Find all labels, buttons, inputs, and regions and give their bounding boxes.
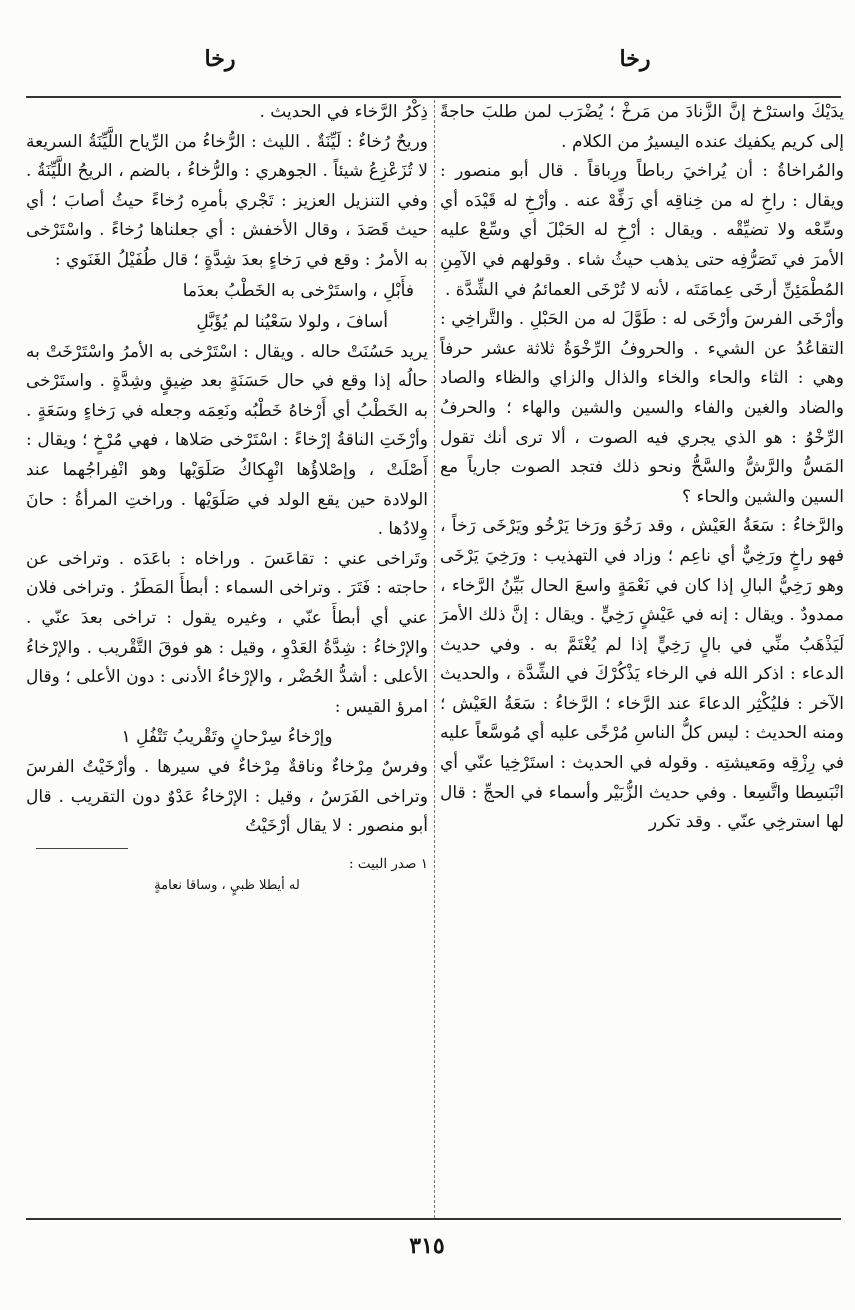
right-paragraph: والرَّخاءُ : سَعَةُ العَيْش ، وقد رَخُوَ ورَخا يَرْخُو ويَرْخَى رَخاً ، فهو راخٍ ورَخِيٌّ أي ناعِم ؛ وزاد في التهذيب : ورَخِيَ يَرْخَى وهو رَخِيُّ البالِ إذا كان في نَعْمَةٍ واسعَ الحال بَيِّنُ الرَّخاء ، ممدودٌ . ويقال : إنه في عَيْشٍ رَخِيٍّ . ويقال : إنَّ ذلك الأمرَ لَيَذْهَبُ منِّي في بالٍ رَخِيٍّ إذا لم يُغْتَمَّ به . وفي حديث الدعاء : اذكر الله في الرخاء يَذْكُرْكَ في الشِّدَّة ، والحديث الآخر : فليُكْثِر الدعاءَ عند الرَّخاء ؛ الرَّخاءُ : سَعَةُ العَيْش ؛ ومنه الحديث : ليس كلُّ الناسِ مُرْخًى عليه أي مُوسَّعاً عليه في رِزْقِه ومَعيشتِه . وقوله في الحديث : استَرْخِيا عنّي أي انْبَسِطا واتَّسِعا . وفي حديث الزُّبَيْر وأسماء في الحجِّ : قال لها استرخِي عنّي . وقد تكرر <box>440 516 844 833</box>
right-paragraph: وأرْخَى الفرسَ وأرْخَى له : طَوَّلَ له من الحَبْلِ . والتَّراخِي : التقاعُدُ عن الشيء . والحروفُ الرِّخْوَةُ ثلاثة عشر حرفاً وهي : الثاء والحاء والخاء والذال والزاي والظاء والصاد والضاد والغين والفاء والسين والشين والهاء ؛ والحرفُ الرِّخْوُ : هو الذي يجري فيه الصوت ، ألا ترى أنك تقول المَسُّ والرَّشُّ والسَّحُّ ونحو ذلك فتجد الصوت جارياً مع السين والشين والحاء ؟ <box>440 309 844 507</box>
poetry-verse <box>26 276 428 307</box>
left-paragraph: يريد حَسُنَتْ حاله . ويقال : اسْتَرْخى به الأمرُ واسْتَرْخَتْ به حالُه إذا وقع في حال حَسَنَةٍ بعد ضِيقٍ وشِدَّةٍ . واستَرْخى به الخَطْبُ أي أَرْخاهُ خَطْبُه ونَعِمَه وجعله في رَخاءٍ وسَعَةٍ . وأرْخَتِ الناقةُ إرْخاءً : اسْتَرْخى صَلاها ، فهي مُرْخٍ ؛ ويقال : أَصْلَتْ ، وإصْلاؤُها انْهِكاكُ صَلَوَيْها وهو انْفِراجُهما عند الولادة حين يقع الولد في صَلَوَيْها . وراختِ المرأةُ : حانَ وِلادُها . <box>26 341 428 540</box>
page-number: ٣١٥ <box>409 1233 445 1259</box>
right-paragraph: يدَيْكَ واسترْخ إنَّ الزَّنادَ من مَرخْ ؛ يُضْرَب لمن طلبَ حاجةً إلى كريم يكفيك عنده اليسيرُ من الكلام . <box>440 102 844 152</box>
left-column <box>26 98 428 897</box>
poetry-verse <box>26 722 428 753</box>
left-paragraph: وريحٌ رُخاءٌ : لَيِّنَةٌ . الليث : الرُّخاءُ من الرِّياح اللَّيِّنَةُ السريعة لا تُزَعْزِعُ شيئاً . الجوهري : والرُّخاءُ ، بالضم ، الريحُ اللَّيِّنَةُ . وفي التنزيل العزيز : تَجْري بأمرِه رُخاءً حيثُ أصابَ ؛ أي حيث قَصَدَ ، وقال الأخفش : أي جعلناها رُخاءً . واسْتَرْخى به الأمرُ : وقع في رَخاءٍ بعدَ شِدَّةٍ ؛ قال طُفَيْلُ الغَنَوي : <box>26 131 428 270</box>
running-head-right: رخا <box>619 46 651 72</box>
verse-hemistich: فأَبْلِ ، واستَرْخى به الخَطْبُ بعدَما <box>182 280 414 301</box>
footnote-label: ١ صدر البيت : <box>348 856 428 873</box>
verse-hemistich: وإرْخاءُ سِرْحانٍ وتَقْريبُ تَتْفُلِ ١ <box>121 727 333 748</box>
right-paragraph: والمُراخاةُ : أن يُراخيَ رباطاً ورِباقاً . قال أبو منصور : ويقال : راخِ له من خِناقِه أي رَفِّهْ عنه . وأرْخِ له قَيْدَه أي وسِّعْه ولا تضيِّقْه . ويقال : أرْخِ له الحَبْلَ أي وسِّعْ عليه الأمرَ في تَصَرُّفِه حتى يذهب حيثُ شاء . وقولهم في الآمِنِ المُطْمَئِنِّ أرخَى عِمامَتَه ، لأنه لا تُرْخَى العمائمُ في الشِّدَّة . <box>440 161 844 300</box>
left-paragraph: وتَراخى عني : تقاعَسَ . وراخاه : باعَدَه . وتراخى عن حاجته : فَتَرَ . وتراخى السماء : أبطأَ المَطَرُ . وتراخى فلان عني أي أبطأَ عنّي ، وغيره يقول : تراخى بعدَ عنّي . والإرْخاءُ : شِدَّةُ العَدْوِ ، وقيل : هو فوقَ التَّقْريب . والإرْخاءُ الأعلى : أشدُّ الحُضْر ، والإرْخاءُ الأدنى : دون الأعلى ؛ وقال امرؤ القيس : <box>26 548 428 717</box>
verse-hemistich: أسافَ ، ولولا سَعْيُنا لم يُؤَبَّلِ <box>196 311 388 332</box>
footer-rule <box>26 1218 841 1220</box>
poetry-verse <box>26 307 428 338</box>
right-column <box>440 98 844 838</box>
running-head-left: رخا <box>204 46 236 72</box>
footnote-text: له أيطلا ظبيٍ ، وساقا نعامةٍ <box>154 878 300 894</box>
left-paragraph: وفرسٌ مِرْخاءٌ وناقةٌ مِرْخاءٌ في سيرها . وأرْخَيْتُ الفرسَ وتراخى الفَرَسُ ، وقيل : الإرْخاءُ عَدْوٌ دون التقريب . قال أبو منصور : لا يقال أرْخَيْتُ <box>26 757 428 837</box>
column-divider <box>434 100 435 1218</box>
footnote-rule <box>36 848 128 849</box>
left-intro: ذِكْرُ الرَّخاء في الحديث . <box>259 102 428 122</box>
